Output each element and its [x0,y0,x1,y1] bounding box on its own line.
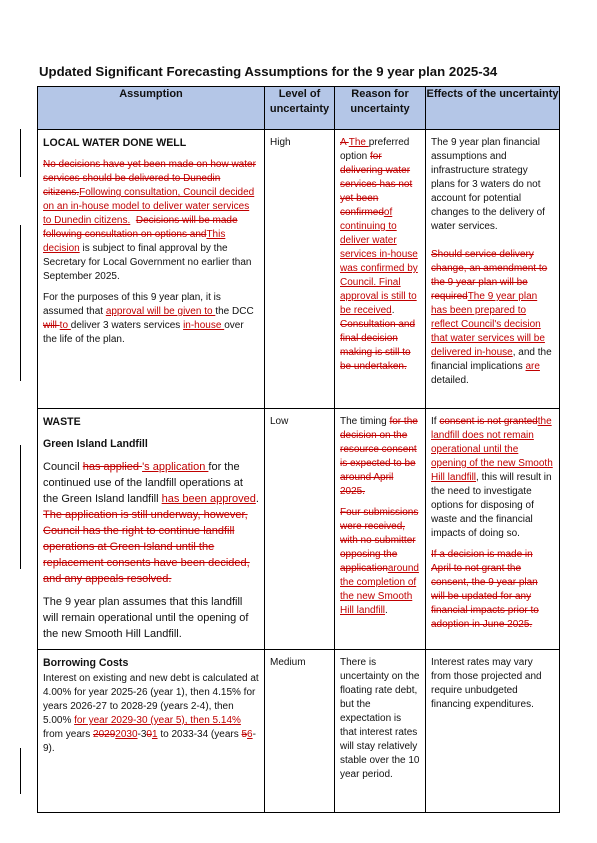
change-bar [20,129,21,177]
level-value: Medium [270,657,306,668]
deleted-text: consent is not granted [439,416,538,427]
paragraph: The 9 year plan assumes that this landfill will remain operational until the opening of the new Smooth Hill Landfill. [43,596,249,640]
deleted-text: 5 [241,729,248,740]
table-row-water [38,130,560,409]
inserted-text: are [525,361,540,372]
document-title: Updated Significant Forecasting Assumptions for the 9 year plan 2025-34 [39,64,498,79]
text: , this will result in the need to investigate options for disposing of waste and the financial impacts of doing so. [431,472,552,539]
text: Interest on existing and new debt is calculated at 4.00% for year 2025-26 (year 1), then 4.15% for years 2026-27 to 2028-29 (years 2-4), then 5.00% [43,673,259,726]
header-level: Level of uncertainty [265,87,335,130]
paragraph [43,158,259,284]
text: For the purposes of this 9 year plan, it is assumed that [43,292,221,317]
deleted-text: will [43,320,60,331]
level-cell [265,130,335,409]
text: detailed. [431,375,469,386]
paragraph [43,672,259,756]
header-assumption: Assumption [38,87,265,130]
deleted-text: The application is still underway, however, Council has the right to continue landfill operations at Green Island until the replacement consents have been decided, and any appeals resolved. [43,509,250,585]
deleted-text: has applied [82,461,143,473]
text: If [431,416,440,427]
paragraph [340,506,420,618]
inserted-text: for year 2029-30 (year 5), then 5.14% [74,715,241,726]
deleted-text: Should service delivery change, an amendment to the 9 year plan will be required [431,249,548,302]
assumptions-table [37,86,560,813]
assumption-cell [38,130,265,409]
deleted-text: No decisions have yet been made on how water services should be delivered to Dunedin citizens. [43,159,256,198]
assumption-cell [38,650,265,813]
table-row-waste [38,409,560,650]
deleted-text: for the decision on the resource consent is expected to be around April 2025. [340,416,418,497]
inserted-text: approval will be given to [105,306,216,317]
inserted-text: 2030 [115,729,138,740]
text: over the life of the plan. [43,320,244,345]
deleted-text: Decisions will be made following consultation on options and [43,215,238,240]
level-cell [265,409,335,650]
level-cell [265,650,335,813]
inserted-text: to [59,320,71,331]
deleted-text: 0 [146,729,152,740]
inserted-text: The [348,137,369,148]
paragraph: The 9 year plan financial assumptions and infrastructure strategy plans for 3 waters do not account for potential changes to the delivery of water services. [431,137,545,232]
paragraph [43,459,259,587]
text: to 2033-34 (years [157,729,242,740]
paragraph [431,248,554,388]
change-bar [20,225,21,381]
text: the DCC [215,306,254,317]
row-heading: LOCAL WATER DONE WELL [43,137,187,149]
header-effects: Effects of the uncertainty [426,87,560,130]
text: Council [43,461,83,473]
deleted-text: A [340,137,349,148]
inserted-text: Following consultation, Council decided on an in-house model to deliver water services to Dunedin citizens. [43,187,255,226]
header-reason: Reason for uncertainty [335,87,426,130]
deleted-text: for delivering water services has not yet been confirmed [340,151,413,218]
paragraph [43,291,259,347]
inserted-text: has been approved [161,493,256,505]
text: deliver 3 waters services [70,320,184,331]
deleted-text: Four submissions were received, with no submitter opposing the application [340,507,419,574]
row-heading: Borrowing Costs [43,657,129,669]
effects-cell [426,650,560,813]
text: preferred option [340,137,410,162]
inserted-text: The 9 year plan has been prepared to reflect Council's decision that water services will be delivered in-house [431,291,545,358]
inserted-text: around the completion of the new Smooth Hill landfill [340,563,419,616]
inserted-text: This decision [43,229,226,254]
row-heading: WASTE [43,416,81,428]
change-bar [20,445,21,569]
assumption-cell [38,409,265,650]
inserted-text: 1 [151,729,158,740]
inserted-text: 's application [142,461,209,473]
reason-cell [335,650,426,813]
table-header-row [38,87,560,130]
inserted-text: of continuing to deliver water services in-house was confirmed by Council. Final approval is still to be received [340,207,418,316]
inserted-text: 6 [247,729,253,740]
text: . [385,605,388,616]
level-value: High [270,137,291,148]
reason-cell [335,130,426,409]
deleted-text: Consultation and final decision making is still to be undertaken. [340,319,416,372]
change-bar [20,748,21,794]
text: for the continued use of the landfill operations at the Green Island landfill [43,461,243,505]
deleted-text: If a decision is made in April to not grant the consent, the 9 year plan will be updated for any financial impacts prior to adoption in June 2025. [431,549,539,630]
reason-text: There is uncertainty on the floating rate debt, but the expectation is that interest rates will stay relatively stable over the 10 year period. [340,657,420,780]
inserted-text: the landfill does not remain operational until the opening of the new Smooth Hill landfill [431,416,553,483]
row-subheading: Green Island Landfill [43,438,148,450]
text: -3 [137,729,147,740]
paragraph [340,415,420,499]
table-row-borrowing [38,650,560,813]
text: -9). [43,729,256,754]
effects-text: Interest rates may vary from those projected and require unbudgeted financing expenditures. [431,657,542,710]
paragraph [431,415,554,541]
effects-cell [426,409,560,650]
text: is subject to final approval by the Secretary for Local Government no earlier than September 2025. [43,243,252,282]
deleted-text: 2029 [93,729,116,740]
level-value: Low [270,416,289,427]
text: . [391,305,395,316]
text: , and the financial implications [431,347,552,372]
reason-cell [335,409,426,650]
text: from years [43,729,94,740]
inserted-text: in-house [183,320,225,331]
text: . [255,493,259,505]
effects-cell [426,130,560,409]
text: The timing [340,416,390,427]
